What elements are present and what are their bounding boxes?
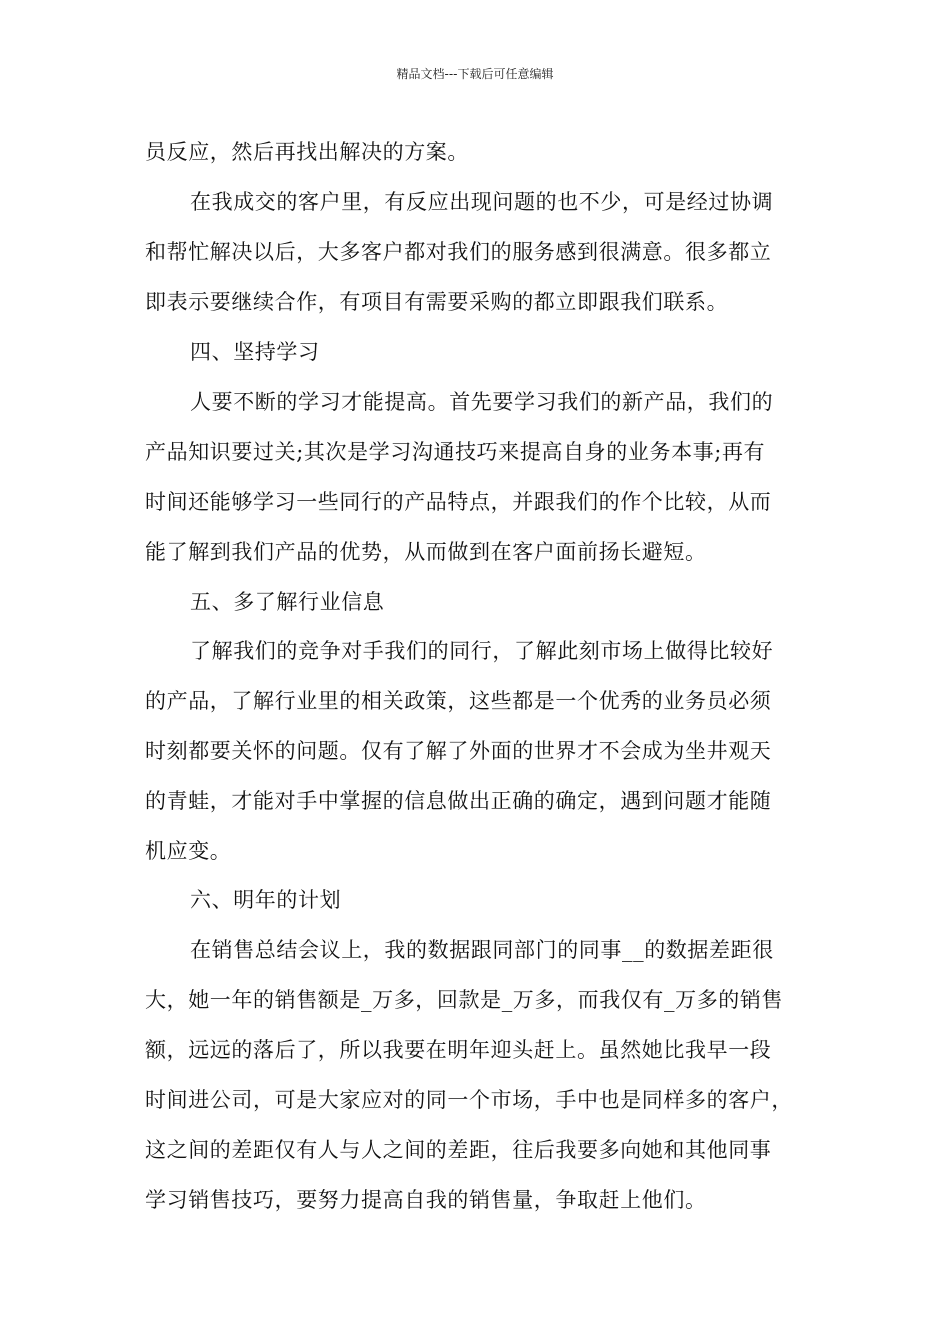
section-heading-5: 五、多了解行业信息 (190, 590, 385, 614)
paragraph-line-14: 的青蛙，才能对手中掌握的信息做出正确的确定，遇到问题才能随 (145, 789, 772, 813)
paragraph-line-20: 时间进公司，可是大家应对的同一个市场，手中也是同样多的客户， (145, 1088, 793, 1112)
paragraph-line-2: 在我成交的客户里，有反应出现问题的也不少，可是经过协调 (190, 190, 774, 214)
paragraph-line-8: 时间还能够学习一些同行的产品特点，并跟我们的作个比较，从而 (145, 490, 772, 514)
paragraph-line-6: 人要不断的学习才能提高。首先要学习我们的新产品，我们的 (190, 390, 774, 414)
page-header: 精品文档---下载后可任意编辑 (396, 67, 554, 81)
paragraph-line-17: 在销售总结会议上，我的数据跟同部门的同事__的数据差距很 (190, 938, 774, 962)
paragraph-line-1: 员反应，然后再找出解决的方案。 (145, 140, 469, 164)
section-heading-4: 四、坚持学习 (190, 340, 320, 364)
paragraph-line-9: 能了解到我们产品的优势，从而做到在客户面前扬长避短。 (145, 540, 707, 564)
paragraph-line-7: 产品知识要过关;其次是学习沟通技巧来提高自身的业务本事;再有 (145, 440, 766, 464)
paragraph-line-11: 了解我们的竞争对手我们的同行，了解此刻市场上做得比较好 (190, 639, 774, 663)
paragraph-line-18: 大，她一年的销售额是_万多，回款是_万多，而我仅有_万多的销售 (145, 988, 784, 1012)
paragraph-line-22: 学习销售技巧，要努力提高自我的销售量，争取赶上他们。 (145, 1188, 707, 1212)
paragraph-line-3: 和帮忙解决以后，大多客户都对我们的服务感到很满意。很多都立 (145, 240, 772, 264)
paragraph-line-13: 时刻都要关怀的问题。仅有了解了外面的世界才不会成为坐井观天 (145, 739, 772, 763)
paragraph-line-15: 机应变。 (145, 839, 232, 863)
paragraph-line-21: 这之间的差距仅有人与人之间的差距，往后我要多向她和其他同事 (145, 1138, 772, 1162)
section-heading-6: 六、明年的计划 (190, 888, 342, 912)
paragraph-line-4: 即表示要继续合作，有项目有需要采购的都立即跟我们联系。 (145, 290, 729, 314)
paragraph-line-12: 的产品，了解行业里的相关政策，这些都是一个优秀的业务员必须 (145, 689, 772, 713)
paragraph-line-19: 额，远远的落后了，所以我要在明年迎头赶上。虽然她比我早一段 (145, 1038, 772, 1062)
